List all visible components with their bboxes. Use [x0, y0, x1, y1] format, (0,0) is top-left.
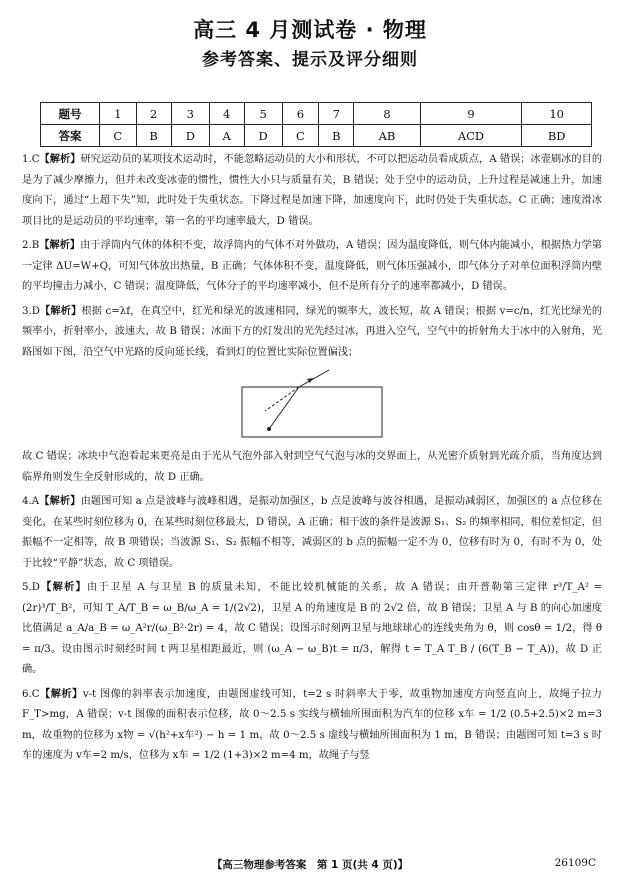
question-number: 2 — [136, 103, 171, 125]
solution-number: 4.A — [22, 496, 40, 507]
solution-text: 由于浮筒内气体的体积不变，故浮筒内的气体不对外做功，A 错误；因为温度降低，则气体内能减小，根据热力学第一定律 ΔU=W+Q，可知气体放出热量，B 正确；气体体积不变，温度降低，则气体压强减小，即气体分子对单位面积浮筒内壁的平均撞击力减小，C 错误；温度降低，气体分子的平均速率减小，但不是所有分子的速率都减小，D 错误。 — [22, 240, 602, 292]
solution-item-5 — [22, 578, 602, 681]
solution-item-1 — [22, 150, 602, 232]
answer-cell: D — [171, 125, 209, 147]
answer-cell: ACD — [420, 125, 522, 147]
analysis-tag: 【解析】 — [39, 582, 87, 593]
solution-number: 2.B — [22, 240, 40, 251]
reverse-extension-line — [265, 387, 299, 411]
solution-item-2 — [22, 236, 602, 298]
question-number: 5 — [244, 103, 282, 125]
ray-in-air — [299, 370, 329, 387]
page-subtitle: 参考答案、提示及评分细则 — [202, 50, 418, 70]
solution-number: 5.D — [22, 582, 40, 593]
answer-table — [40, 102, 592, 147]
footer-code: 26109C — [554, 857, 596, 869]
question-number: 7 — [319, 103, 354, 125]
answer-cell: B — [319, 125, 354, 147]
answer-table-answer-label: 答案 — [41, 125, 100, 147]
question-number: 6 — [282, 103, 319, 125]
question-number: 10 — [522, 103, 592, 125]
lamp-dot — [267, 427, 271, 431]
solution-text: 根据 c=λf，在真空中，红光和绿光的波速相同，绿光的频率大，波长短，故 A 错误；根据 v=c/n，红光比绿光的频率小，折射率小，波速大，故 B 错误；冰面下方的灯发出的光先经过冰，再进入空气，空气中的折射角大于冰中的入射角，光路图如下图，沿空气中光路的反向延长线，看到灯的位置比实际位置偏浅； — [22, 305, 603, 358]
question-number: 3 — [171, 103, 209, 125]
footer-page-info: 【高三物理参考答案 第 1 页(共 4 页)】 — [211, 859, 409, 871]
solution-number: 1.C — [22, 154, 40, 165]
ice-block — [242, 387, 382, 437]
question-number: 4 — [209, 103, 244, 125]
answer-cell: BD — [522, 125, 592, 147]
analysis-tag: 【解析】 — [39, 240, 81, 251]
answer-cell: AB — [354, 125, 420, 147]
solution-item-3 — [22, 302, 602, 364]
question-number: 1 — [100, 103, 137, 125]
solution-text: v-t 图像的斜率表示加速度，由题图虚线可知，t=2 s 时斜率大于零，故重物加速度方向竖直向上，故绳子拉力 F_T>mg，A 错误；v-t 图像的面积表示位移，故 0～2.5 s 实线与横轴所围面积为汽车的位移 x车 = 1/2 (0.5+2.5)×2 m=3 m，故重物的位移为 x物 = √(h²+x车²) − h = 1 m，故 0～2.5 s 虚线与横轴所围面积为 1 m，B 错误；由题图可知 t=3 s 时车的速度为 v车=2 m/s，位移为 x车 = 1/2 (1+3)×2 m=4 m，故绳子与竖 — [22, 688, 602, 761]
solution-item-3-continued — [22, 447, 602, 488]
analysis-tag: 【解析】 — [39, 688, 83, 700]
analysis-tag: 【解析】 — [39, 496, 81, 507]
solution-item-4 — [22, 492, 602, 574]
solution-number: 6.C — [22, 688, 40, 700]
solutions-body — [22, 150, 602, 771]
answer-table-number-row — [41, 103, 592, 125]
ray-in-ice — [269, 387, 299, 429]
solution-text: 由于卫星 A 与卫星 B 的质量未知，不能比较机械能的关系，故 A 错误；由开普勒第三定律 r³/T_A² = (2r)³/T_B²，可知 T_A/T_B = ω_B/ω_A = 1/(2√2)，卫星 A 的角速度是 B 的 2√2 倍，故 B 错误；卫星 A 与 B 的向心加速度比值满足 a_A/a_B = ω_A²r/(ω_B²·2r) = 4，故 C 错误；设图示时刻两卫星与地球球心的连线夹角为 θ，则 cosθ = 1/2，得 θ = π/3。设由图示时刻经时间 t 两卫星相距最近，则 (ω_A − ω_B)t = π/3，解得 t = T_A T_B / (6(T_B − T_A))，故 D 正确。 — [22, 582, 603, 675]
solution-text: 由题图可知 a 点是波峰与波峰相遇，是振动加强区，b 点是波峰与波谷相遇，是振动减弱区，加强区的 a 点位移在变化，在某些时刻位移为 0，在某些时刻位移最大，D 错误，A 正确；相干波的条件是波源 S₁、S₂ 的频率相同，相位差恒定，但振幅不一定相等，故 B 项错误；当波源 S₁、S₂ 振幅不相等，减弱区的 b 点的振幅一定不为 0，位移有时为 0，有时不为 0，处于比较“平静”状态，故 C 项错误。 — [22, 496, 603, 569]
answer-cell: C — [282, 125, 319, 147]
solution-text: 故 C 错误；冰块中气泡看起来更亮是由于光从气泡外部入射到空气气泡与冰的交界面上，从光密介质射到光疏介质，当角度达到临界角则发生全反射形成的，故 D 正确。 — [22, 451, 602, 483]
answer-cell: C — [100, 125, 137, 147]
solution-text: 研究运动员的某项技术运动时，不能忽略运动员的大小和形状，不可以把运动员看成质点，A 错误；冰壶刷冰的目的是为了减少摩擦力，但并未改变冰壶的惯性，惯性大小只与质量有关，B 错误；处于空中的运动员，上升过程是减速上升，加速度向下，通过“上超下失”知，此时处于失重状态。下降过程是加速下降，加速度向下，此时仍处于失重状态，C 正确；速度滑冰项目比的是运动员的平均速率，第一名的平均速率最大，D 错误。 — [22, 154, 603, 227]
solution-number: 3.D — [22, 305, 40, 317]
page-title: 高三 4 月测试卷 · 物理 — [193, 18, 427, 42]
light-path-diagram — [227, 367, 397, 445]
solution-item-6 — [22, 685, 602, 767]
analysis-tag: 【解析】 — [39, 305, 82, 317]
answer-table-answer-row — [41, 125, 592, 147]
question-number: 8 — [354, 103, 420, 125]
answer-cell: A — [209, 125, 244, 147]
question-number: 9 — [420, 103, 522, 125]
analysis-tag: 【解析】 — [39, 154, 81, 165]
answer-table-number-label: 题号 — [41, 103, 100, 125]
answer-cell: B — [136, 125, 171, 147]
answer-cell: D — [244, 125, 282, 147]
